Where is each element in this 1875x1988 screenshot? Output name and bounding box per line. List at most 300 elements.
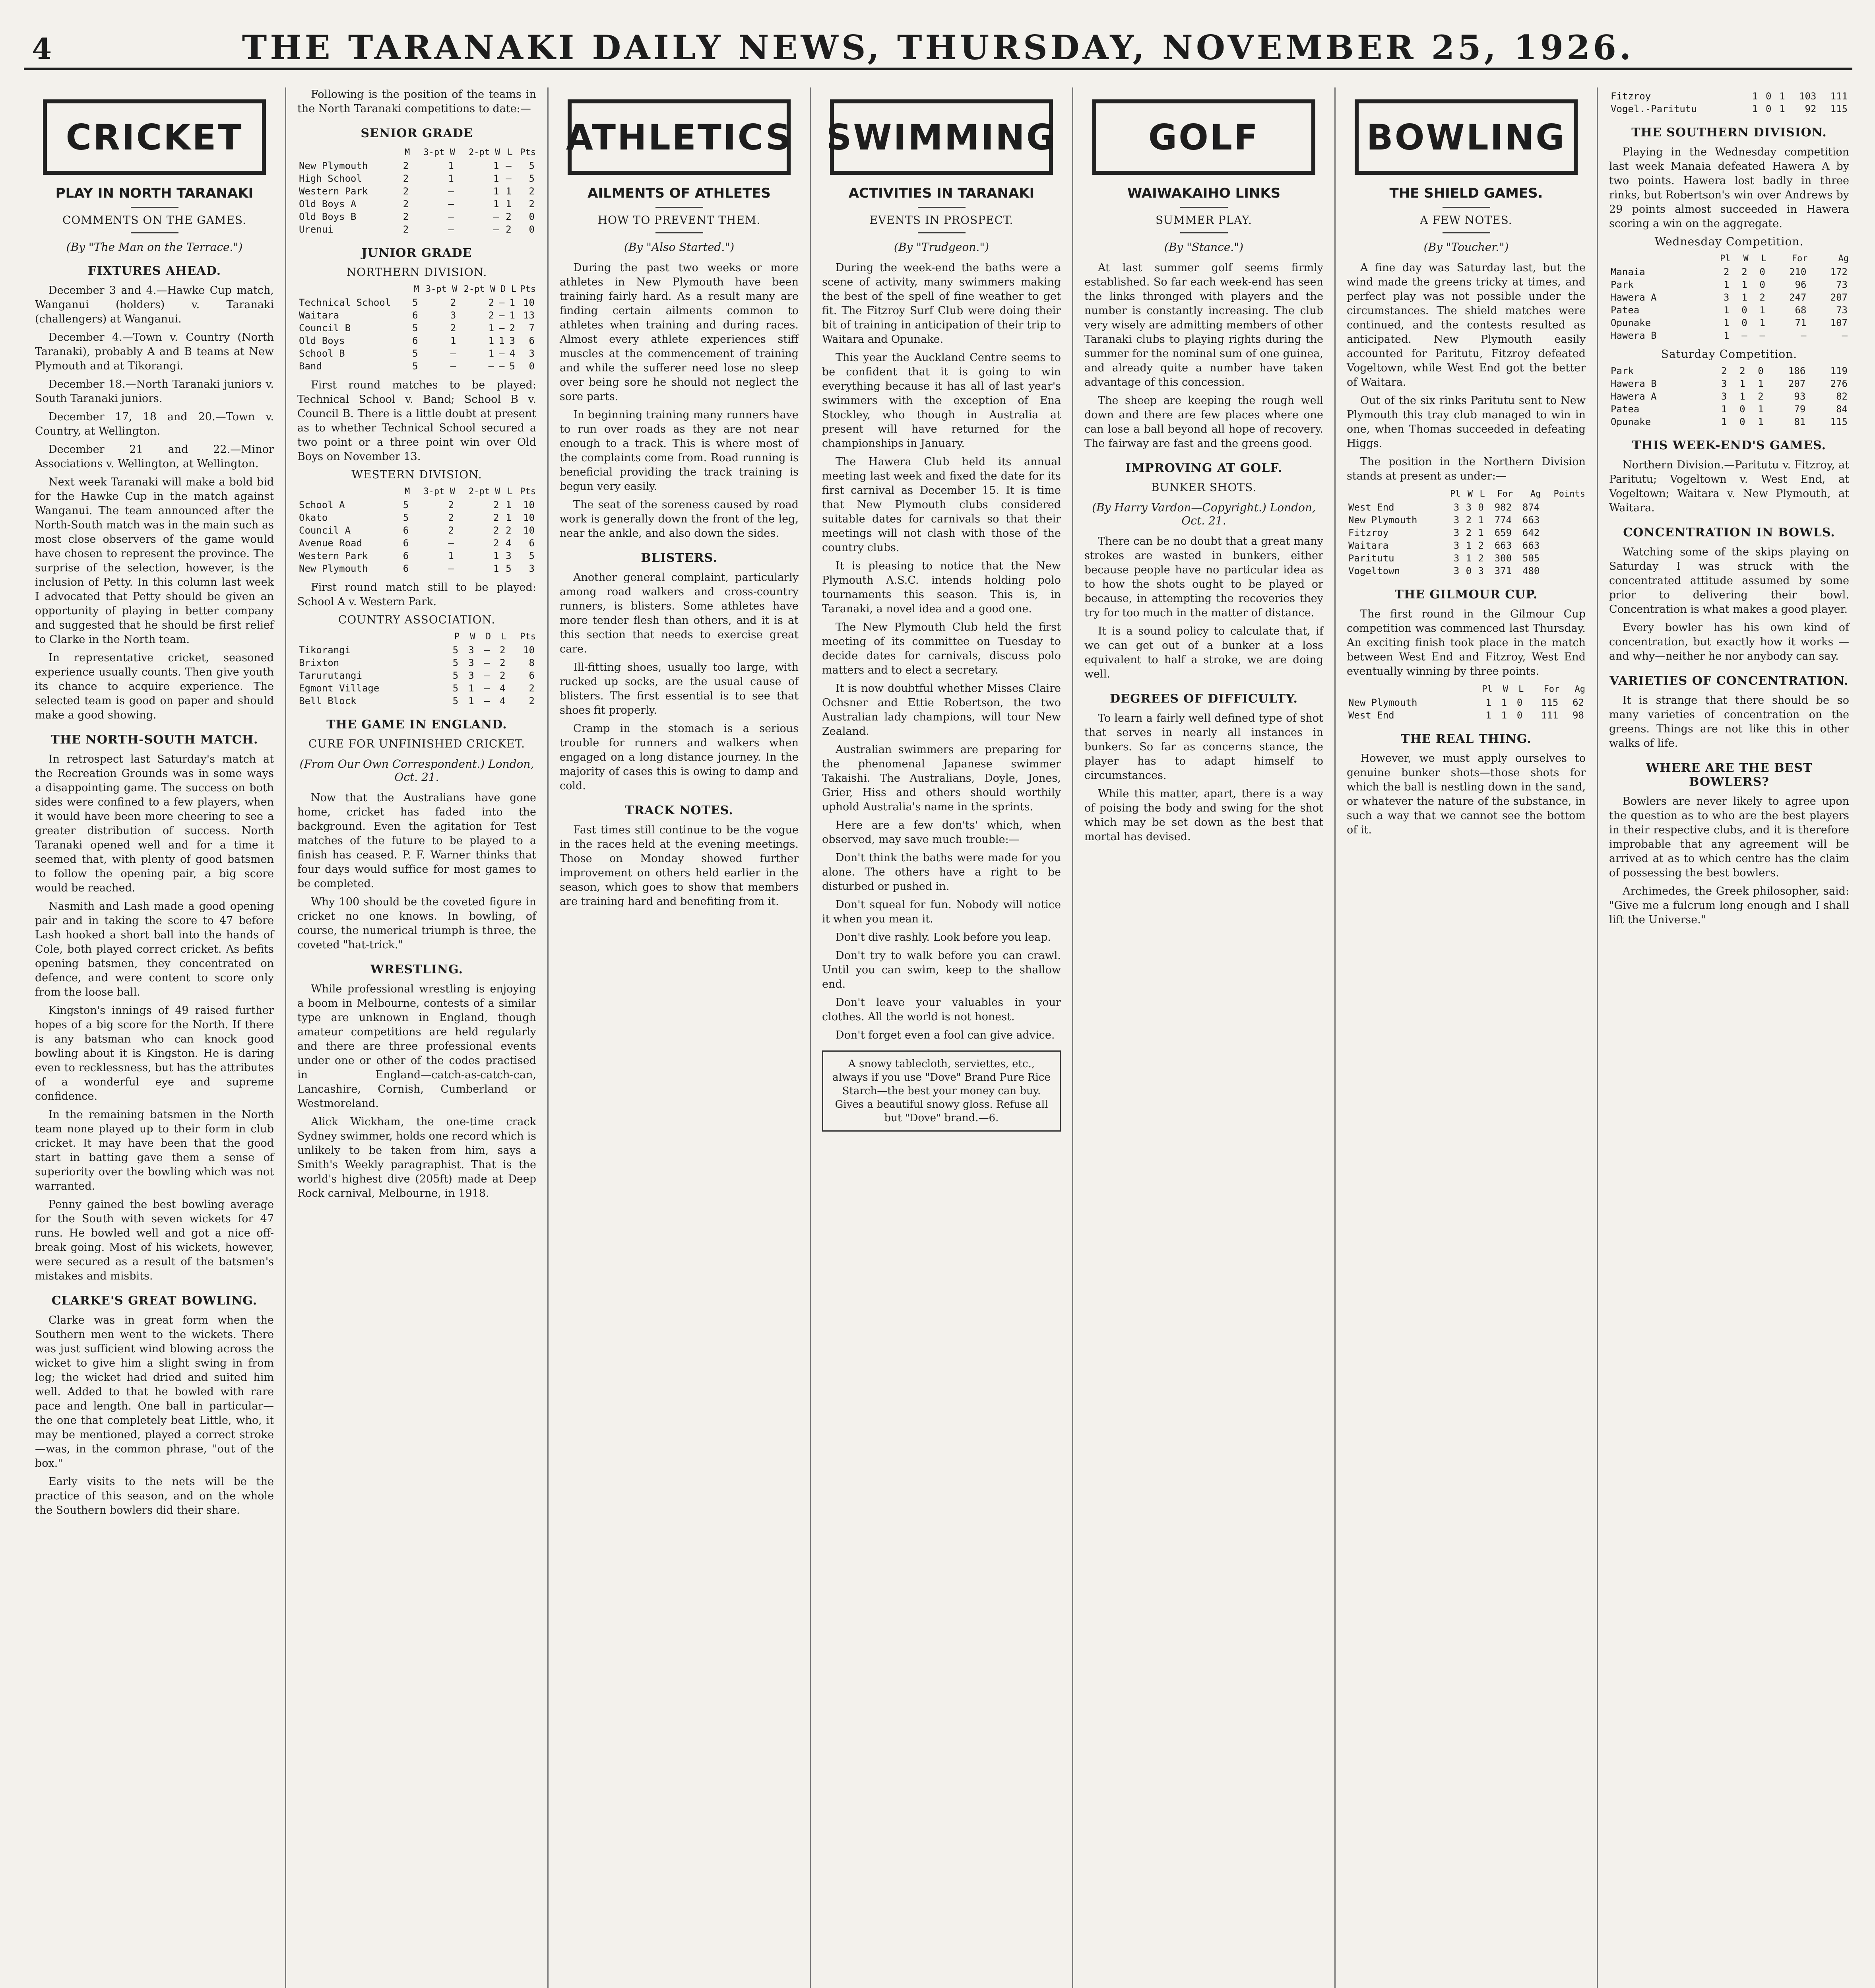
table-cell: 10 (523, 499, 535, 511)
table-cell: — (484, 695, 490, 707)
team-name-cell: Brixton (299, 657, 339, 668)
table-cell: 0 (1478, 502, 1484, 513)
team-name-cell: Opunake (1611, 416, 1651, 427)
table-header: Ag (1574, 684, 1585, 694)
table-cell: 6 (529, 538, 535, 549)
team-name-cell: New Plymouth (299, 160, 368, 171)
table-cell: 2 (529, 186, 535, 197)
table-cell: — (506, 160, 512, 171)
table-cell: 2 (403, 160, 409, 171)
table-row (297, 198, 536, 210)
divider (1180, 207, 1228, 208)
section-subtitle: CURE FOR UNFINISHED CRICKET. (308, 737, 525, 750)
table-cell: 7 (529, 322, 535, 334)
table-cell: 73 (1836, 279, 1848, 290)
article-paragraph: Out of the six rinks Paritutu sent to New Plymouth this tray club managed to win in one, when Thomas succeeded in defeating Higgs. (1347, 394, 1586, 450)
article-paragraph: At last summer golf seems firmly established. So far each week-end has seen the links thronged with players and the number is constantly increasing. The club very wisely are admitting members of other Taranaki clubs to playing rights during the summer for the nominal sum of one guinea, and already quite a number have taken advantage of this concession. (1084, 262, 1323, 388)
table-row (297, 562, 536, 575)
athletics-heading: ATHLETICS (568, 99, 791, 175)
table-cell: 115 (1541, 697, 1559, 708)
table-header: Ag (1530, 489, 1541, 499)
table-cell: 1 (1501, 710, 1507, 721)
article-paragraph: This year the Auckland Centre seems to be confident that it is going to win everything because it has all of last year's swimmers with the exception of Ena Stockley, who though in Australia at present will have returned for the championships in January. (822, 351, 1061, 450)
table-cell: 10 (523, 512, 535, 523)
golf-byline: (By "Stance.") (1164, 241, 1244, 254)
team-name-cell: Band (299, 361, 322, 372)
table-row (297, 159, 536, 172)
table-row (1347, 501, 1586, 514)
table-cell: 5 (452, 645, 459, 656)
table-cell: 1 (448, 160, 454, 171)
table-cell: 115 (1830, 103, 1848, 115)
table-cell: 5 (403, 512, 409, 523)
table-cell: 2 (1759, 292, 1765, 303)
article-paragraph: Early visits to the nets will be the practice of this season, and on the whole the Southern bowlers did their share. (35, 1475, 274, 1516)
team-name-cell: Paritutu (1348, 553, 1394, 564)
table-cell: 2 (448, 512, 454, 523)
table-header (297, 283, 409, 296)
table-cell: 172 (1830, 266, 1848, 278)
table-header-row (1347, 487, 1586, 501)
table-cell: — (488, 361, 494, 372)
table-cell: 0 (1739, 416, 1745, 427)
table-cell: 5 (412, 322, 418, 334)
table-cell: 2 (500, 670, 506, 681)
table-cell: 3 (1724, 292, 1730, 303)
table-cell: 10 (523, 297, 535, 308)
table-cell: 1 (448, 550, 454, 561)
table-row (1609, 377, 1849, 390)
section-title: THE GILMOUR CUP. (1394, 588, 1538, 602)
article-paragraph: Now that the Australians have gone home, cricket has faded into the background. Even the agitation for Test matches of the future to be played to a finish has ceased. P. F. Warner thinks that four days would suffice for most games to be completed. (297, 792, 536, 890)
table-row (297, 549, 536, 562)
table-cell: — (484, 657, 490, 668)
article-paragraph: Nasmith and Lash made a good opening pair and in taking the score to 47 before Lash hooked a short ball into the hands of Cole, both played correct cricket. As befits opening batsmen, they concentrated on defence, and were content to score only from the loose ball. (35, 900, 274, 998)
table-body (1609, 266, 1849, 342)
column-bowling-continued (1598, 87, 1860, 1988)
section-title: CLARKE'S GREAT BOWLING. (51, 1294, 258, 1308)
divider (655, 207, 703, 208)
table-cell: — (493, 224, 499, 235)
team-name-cell: Old Boys B (299, 211, 357, 222)
table-cell: 3 (1453, 527, 1460, 538)
table-header: 2-pt W (468, 487, 500, 497)
table-row (297, 499, 536, 511)
table-cell: 79 (1794, 404, 1806, 415)
team-name-cell: Tarurutangi (299, 670, 362, 681)
table-cell: 2 (488, 310, 494, 321)
golf-subhead: WAIWAKAIHO LINKS (1127, 185, 1281, 201)
table-cell: 0 (1741, 305, 1747, 316)
byline: (From Our Own Correspondent.) London, Oct. 21. (299, 757, 534, 784)
team-name-cell: New Plymouth (1348, 514, 1417, 526)
table-cell: 98 (1573, 710, 1584, 721)
article-paragraph: Kingston's innings of 49 raised further hopes of a big score for the North. If there is any batsman who can knock good bowling about it is Kingston. He is daring even to recklessness, but has the attributes of a wonderful eye and supreme confidence. (35, 1004, 274, 1103)
table-cell: 2 (403, 211, 409, 222)
table-cell: 207 (1788, 378, 1806, 389)
article-paragraph: The New Plymouth Club held the first meeting of its committee on Tuesday to decide dates for carnivals, discuss polo matters and to elect a secretary. (822, 621, 1061, 676)
table-cell: 1 (493, 186, 499, 197)
donts-item: Don't try to walk before you can crawl. Until you can swim, keep to the shallow end. (822, 949, 1061, 990)
table-cell: 4 (500, 683, 506, 694)
table-header: L (1479, 489, 1485, 499)
table-cell: — (499, 348, 505, 359)
table-cell: 1 (506, 198, 512, 210)
table-cell: 115 (1830, 416, 1848, 427)
team-name-cell: Western Park (299, 186, 368, 197)
team-name-cell: Old Boys (299, 335, 345, 346)
table-cell: 2 (529, 695, 535, 707)
table-cell: 2 (506, 224, 512, 235)
article-paragraph: Playing in the Wednesday competition last week Manaia defeated Hawera A by two points. Hawera lost badly in three rinks, but Robertson's win over Andrews by 29 points almost succeeded in Hawera scoring a win on the aggregate. (1609, 146, 1849, 230)
section-title: JUNIOR GRADE (361, 246, 472, 260)
table-cell: 1 (509, 297, 515, 308)
team-name-cell: Technical School (299, 297, 391, 308)
table-row (297, 296, 536, 309)
table-cell: 96 (1795, 279, 1807, 290)
table-cell: 1 (450, 335, 456, 346)
table-cell: 276 (1830, 378, 1848, 389)
table-cell: 1 (493, 198, 499, 210)
table-cell: 1 (1721, 404, 1727, 415)
table-cell: 3 (468, 657, 474, 668)
team-name-cell: New Plymouth (1348, 697, 1417, 708)
athletics-byline: (By "Also Started.") (624, 241, 735, 254)
table-cell: — (1801, 330, 1807, 341)
section-title: THE GAME IN ENGLAND. (326, 718, 507, 732)
table-cell: 1 (1758, 378, 1764, 389)
table-body (297, 499, 536, 575)
team-name-cell: Okato (299, 512, 328, 523)
table-body (1609, 365, 1849, 428)
table-cell: — (448, 211, 454, 222)
table-row (297, 334, 536, 347)
team-name-cell: School A (299, 499, 345, 511)
table-cell: 5 (509, 361, 515, 372)
section-title: THIS WEEK-END'S GAMES. (1632, 439, 1827, 452)
table-cell: 0 (1766, 91, 1772, 102)
table-cell: 3 (450, 310, 456, 321)
article-paragraph: It is a sound policy to calculate that, if we can get out of a bunker at a loss equivalent to half a stroke, we are doing well. (1084, 625, 1323, 680)
section-subtitle: BUNKER SHOTS. (1151, 481, 1257, 494)
table-row (297, 511, 536, 524)
section-subtitle: Saturday Competition. (1661, 348, 1797, 361)
table-cell: — (448, 186, 454, 197)
team-name-cell: West End (1348, 502, 1394, 513)
table-cell: 1 (1466, 553, 1472, 564)
table-cell: — (450, 348, 456, 359)
table-cell: 874 (1522, 502, 1540, 513)
table-cell: — (448, 563, 454, 574)
table-cell: 1 (1752, 91, 1758, 102)
table-cell: 2 (493, 499, 499, 511)
donts-item: Don't think the baths were made for you alone. The others have a right to be disturbed or pushed in. (822, 852, 1061, 893)
article-paragraph: Fast times still continue to be the vogue in the races held at the evening meetings. Those on Monday showed further improvement on others held earlier in the season, which goes to show that members are training hard and benefiting from it. (560, 824, 799, 908)
table-row (1609, 390, 1849, 403)
table-header-row (297, 485, 536, 499)
team-name-cell: Park (1611, 279, 1634, 290)
divider (918, 232, 966, 233)
table-row (1609, 278, 1849, 291)
table-cell: 0 (1516, 710, 1523, 721)
cricket-subhead2: COMMENTS ON THE GAMES. (62, 214, 246, 227)
article-paragraph: In representative cricket, seasoned experience usually counts. Then give youth its chance to acquire experience. The selected team is good on paper and should make a good showing. (35, 652, 274, 721)
article-paragraph: The first round in the Gilmour Cup competition was commenced last Thursday. An exciting finish took place in the match between West End and Fitzroy, West End eventually winning by three points. (1347, 608, 1586, 678)
table-cell: — (484, 683, 490, 694)
table-cell: 6 (403, 525, 409, 536)
gilmour-table (1347, 683, 1586, 722)
table-cell: 1 (499, 335, 505, 346)
table-cell: 111 (1830, 91, 1848, 102)
team-name-cell: Waitara (299, 310, 339, 321)
article-paragraph: Alick Wickham, the one-time crack Sydney swimmer, holds one record which is unlikely to be taken from him, says a Smith's Weekly paragraphist. That is the world's highest dive (205ft) made at Deep Rock carnival, Melbourne, in 1918. (297, 1116, 536, 1200)
table-cell: 1 (506, 186, 512, 197)
team-name-cell: Hawera A (1611, 391, 1657, 402)
table-header: 2-pt W (468, 148, 500, 157)
table-row (1347, 565, 1586, 577)
table-header: L (1761, 254, 1766, 264)
donts-item: Don't dive rashly. Look before you leap. (836, 931, 1051, 944)
table-cell: 93 (1794, 391, 1806, 402)
athletics-subhead: AILMENTS OF ATHLETES (588, 185, 771, 201)
article-paragraph: Cramp in the stomach is a serious trouble for runners and walkers when engaged on a long distance journey. In the majority of cases this is owing to damp and cold. (560, 722, 799, 792)
divider (131, 207, 178, 208)
column-standings (286, 87, 549, 1988)
newspaper-title: THE TARANAKI DAILY NEWS, THURSDAY, NOVEMBER 25, 1926. (242, 28, 1635, 67)
table-cell: 2 (1478, 553, 1484, 564)
table-cell: 1 (1759, 305, 1765, 316)
table-cell: 2 (403, 224, 409, 235)
table-row (297, 695, 536, 707)
section-title: THE NORTH-SOUTH MATCH. (50, 733, 258, 747)
table-cell: 663 (1494, 540, 1512, 551)
table-header: For (1497, 489, 1513, 499)
table-cell: 2 (500, 657, 506, 668)
table-cell: 1 (1478, 527, 1484, 538)
article-paragraph: In beginning training many runners have to run over roads as they are not near enough to a track. This is where most of the complaints come from. Road running is beneficial providing the track training is begun very easily. (560, 409, 799, 493)
table-cell: 1 (493, 563, 499, 574)
table-cell: — (1759, 330, 1765, 341)
table-cell: 2 (448, 499, 454, 511)
table-cell: 480 (1522, 565, 1540, 577)
table-cell: — (499, 297, 505, 308)
table-row (1609, 291, 1849, 304)
table-cell: 1 (1779, 91, 1785, 102)
table-cell: 663 (1522, 514, 1540, 526)
table-cell: — (506, 173, 512, 184)
table-row (297, 223, 536, 236)
table-cell: 0 (1516, 697, 1523, 708)
table-cell: 2 (1721, 365, 1727, 377)
article-paragraph: Australian swimmers are preparing for the phenomenal Japanese swimmer Takaishi. The Australians, Doyle, Jones, Grier, Hiss and others should worthily uphold Australia's name in the sprints. (822, 744, 1061, 813)
table-cell: 1 (1759, 317, 1765, 328)
table-row (1609, 90, 1849, 103)
table-cell: 2 (488, 297, 494, 308)
table-cell (1541, 539, 1586, 552)
bowling-heading: BOWLING (1355, 99, 1578, 175)
table-row (1347, 514, 1586, 526)
table-cell: — (484, 670, 490, 681)
table-cell: — (499, 361, 505, 372)
article-paragraph: However, we must apply ourselves to genuine bunker shots—those shots for which the ball is nestling down in the sand, or whatever the nature of the substance, in such a way that we cannot see the bottom of it. (1347, 752, 1586, 836)
table-header: Pts (520, 487, 536, 497)
section-title: THE SOUTHERN DIVISION. (1631, 126, 1827, 140)
table-cell: — (499, 310, 505, 321)
table-header: D (485, 632, 491, 642)
table-header: D (500, 284, 506, 294)
divider (1180, 232, 1228, 233)
section-title: WRESTLING. (370, 963, 463, 977)
table-cell: 6 (529, 335, 535, 346)
table-cell: 6 (529, 670, 535, 681)
table-cell: 5 (412, 361, 418, 372)
team-name-cell: Bell Block (299, 695, 357, 707)
table-cell: 5 (529, 160, 535, 171)
table-row (1347, 709, 1586, 722)
table-header: W (470, 632, 475, 642)
table-cell: 3 (1453, 553, 1460, 564)
table-row (297, 537, 536, 549)
golf-subhead2: SUMMER PLAY. (1156, 214, 1252, 227)
article-paragraph: There can be no doubt that a great many strokes are wasted in bunkers, either because people have no particular idea as to how the shots ought to be played or because, in attempting the recoveries they try for too much in the matter of distance. (1084, 535, 1323, 619)
table-cell: 1 (1741, 279, 1747, 290)
table-row (1609, 103, 1849, 115)
bowling-top-table (1609, 90, 1849, 115)
article-paragraph: A fine day was Saturday last, but the wind made the greens tricky at times, and perfect play was not possible under the circumstances. The shield matches were continued, and the contests resulted as anticipated. New Plymouth easily accounted for Paritutu, Fitzroy defeated Vogeltown, while West End got the better of Waitara. (1347, 262, 1586, 388)
table-cell: 3 (1453, 540, 1460, 551)
table-header: Pts (520, 284, 536, 294)
table-cell: 1 (1466, 540, 1472, 551)
table-cell: 505 (1522, 553, 1540, 564)
table-cell: 5 (529, 550, 535, 561)
western-table (297, 485, 536, 575)
section-subtitle: WESTERN DIVISION. (351, 468, 482, 481)
table-cell: — (448, 198, 454, 210)
table-cell: 642 (1522, 527, 1540, 538)
country-table (297, 630, 536, 707)
swimming-subhead2: EVENTS IN PROSPECT. (869, 214, 1014, 227)
divider (655, 232, 703, 233)
donts-item: Don't forget even a fool can give advice. (836, 1029, 1055, 1041)
table-body (297, 296, 536, 373)
table-row (297, 347, 536, 360)
table-cell: 5 (403, 499, 409, 511)
article-paragraph: Every bowler has his own kind of concentration, but exactly how it works —and why—neither he nor anybody can say. (1609, 621, 1849, 662)
table-cell: 210 (1789, 266, 1807, 278)
table-row (1347, 526, 1586, 539)
table-cell: 71 (1795, 317, 1807, 328)
table-header: L (1518, 684, 1524, 694)
table-row (1609, 365, 1849, 377)
section-subtitle: Wednesday Competition. (1654, 235, 1804, 248)
article-paragraph: While professional wrestling is enjoying a boom in Melbourne, contests of a similar type are unknown in England, though amateur competitions are held regularly and there are three professional events under one or other of the codes practised in England—catch-as-catch-can, Lancashire, Cornish, Cumberland or Westmoreland. (297, 983, 536, 1110)
table-row (297, 210, 536, 223)
table-cell: 1 (1478, 514, 1484, 526)
table-cell: 2 (493, 512, 499, 523)
table-cell: — (448, 538, 454, 549)
table-cell: 2 (1466, 527, 1472, 538)
table-cell: 10 (523, 525, 535, 536)
article-paragraph: Ill-fitting shoes, usually too large, with rucked up socks, are the usual cause of blisters. The first essential is to see that shoes fit properly. (560, 661, 799, 716)
article-paragraph: First round matches to be played: Technical School v. Band; School B v. Council B. There is a little doubt at present as to whether Technical School secured a two point or a three point win over Old Boys on November 13. (297, 379, 536, 463)
article-paragraph: Next week Taranaki will make a bold bid for the Hawke Cup in the match against Wanganui. The team announced after the North-South match was in the main such as most close observers of the game would have chosen to represent the province. The surprise of the selection, however, is the inclusion of Petty. In this column last week I advocated that Petty should be given an opportunity of playing in better company and suggested that he should be first relief to Clarke in the North team. (35, 476, 274, 646)
table-cell: 103 (1799, 91, 1817, 102)
team-name-cell: New Plymouth (299, 563, 368, 574)
section-title: CONCENTRATION IN BOWLS. (1623, 526, 1835, 540)
table-cell: 1 (488, 348, 494, 359)
table-cell: 5 (412, 348, 418, 359)
table-row (1347, 696, 1586, 709)
table-cell: 3 (1453, 565, 1460, 577)
table-cell: 2 (448, 525, 454, 536)
table-cell: 1 (488, 322, 494, 334)
table-cell: 2 (1741, 266, 1747, 278)
team-name-cell: Park (1611, 365, 1634, 377)
table-cell: 6 (403, 563, 409, 574)
table-header (297, 485, 398, 499)
table-cell: 2 (493, 525, 499, 536)
table-cell: 1 (1501, 697, 1507, 708)
table-cell: 1 (1739, 391, 1745, 402)
donts-item: Don't leave your valuables in your clothes. All the world is not honest. (822, 996, 1061, 1023)
table-cell: 2 (1739, 365, 1745, 377)
table-header: L (511, 284, 516, 294)
table-header: 3-pt W (425, 284, 458, 294)
team-name-cell: Hawera B (1611, 330, 1657, 341)
table-cell: — (493, 211, 499, 222)
table-cell: 81 (1794, 416, 1806, 427)
team-name-cell: Manaia (1611, 266, 1645, 278)
table-cell: 68 (1795, 305, 1807, 316)
table-cell: 5 (452, 695, 459, 707)
table-cell: 1 (1739, 378, 1745, 389)
table-row (297, 669, 536, 682)
table-header: M (404, 487, 410, 497)
table-cell: 1 (468, 695, 474, 707)
table-cell: 2 (450, 297, 456, 308)
table-row (297, 644, 536, 656)
table-header (1609, 252, 1708, 266)
table-cell: 0 (1739, 404, 1745, 415)
table-row (297, 172, 536, 185)
section-title: SENIOR GRADE (361, 126, 473, 140)
team-name-cell: West End (1348, 710, 1394, 721)
table-cell: 3 (506, 550, 512, 561)
table-cell: 3 (1478, 565, 1484, 577)
column-athletics (549, 87, 811, 1988)
athletics-subhead2: HOW TO PREVENT THEM. (597, 214, 761, 227)
table-header: W (1743, 254, 1749, 264)
fixtures-title: FIXTURES AHEAD. (87, 264, 221, 278)
divider (1443, 232, 1490, 233)
table-cell: 1 (1724, 317, 1730, 328)
table-cell: 3 (1466, 502, 1472, 513)
table-cell: — (499, 322, 505, 334)
article-paragraph: Archimedes, the Greek philosopher, said: "Give me a fulcrum long enough and I shall lift the Universe." (1609, 885, 1849, 926)
table-header: L (507, 148, 513, 157)
table-header: 3-pt W (423, 148, 455, 157)
table-cell: 0 (1466, 565, 1472, 577)
donts-item: Don't squeal for fun. Nobody will notice it when you mean it. (822, 899, 1061, 925)
table-cell: 2 (1478, 540, 1484, 551)
section-title: DEGREES OF DIFFICULTY. (1110, 692, 1298, 706)
wednesday-table (1609, 252, 1849, 342)
table-cell: 1 (1741, 292, 1747, 303)
table-cell: 2 (529, 198, 535, 210)
table-cell: 663 (1522, 540, 1540, 551)
table-row (1609, 266, 1849, 278)
table-cell: 6 (403, 550, 409, 561)
